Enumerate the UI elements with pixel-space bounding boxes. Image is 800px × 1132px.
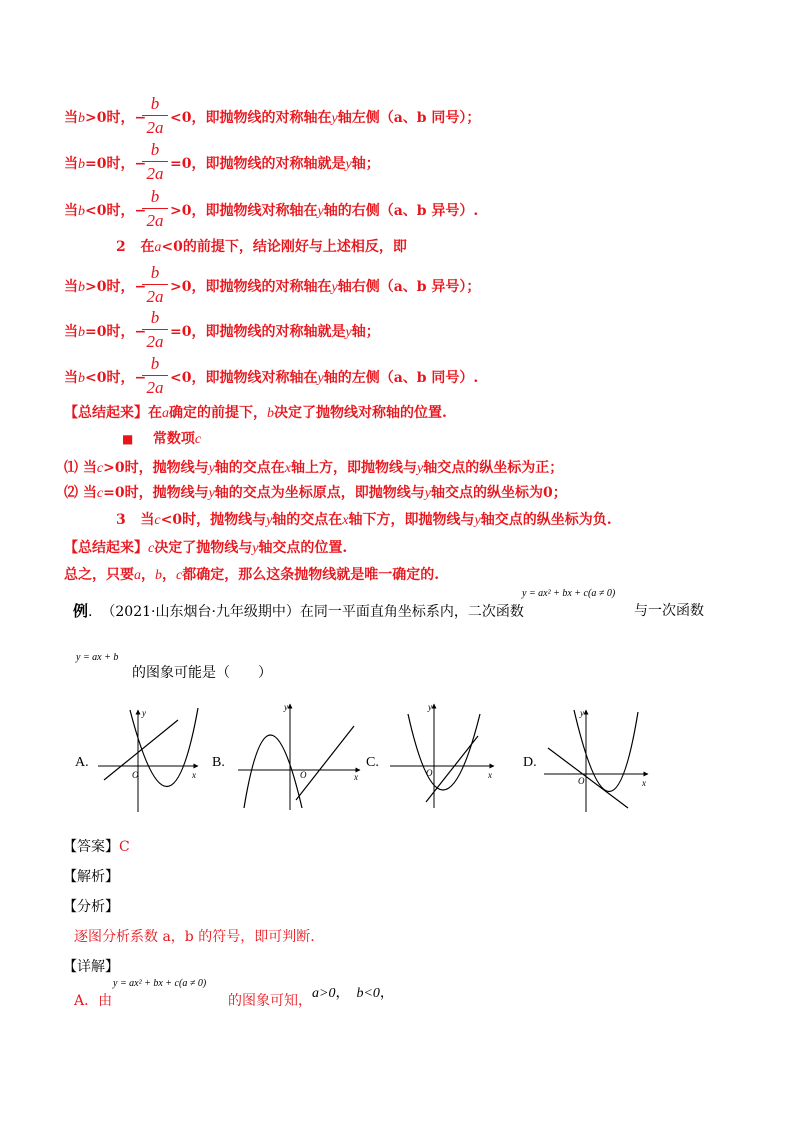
detail-tag: 【详解】 (63, 959, 119, 975)
fraction-b-over-2a: b 2a (142, 140, 168, 184)
example-source: 例. （2021·山东烟台·九年级期中）在同一平面直角坐标系内，二次函数 (73, 602, 524, 620)
detail-a-label: A．由 (74, 993, 113, 1009)
detail-a-result: a>0， b<0， (312, 986, 394, 1001)
point-2-heading: 2 在a<0的前提下，结论刚好与上述相反，即 (116, 239, 407, 255)
option-b-label[interactable]: B. (212, 755, 225, 770)
text: 即抛物线的对称轴在 (205, 110, 332, 126)
text: <0， (170, 110, 206, 126)
fraction-b-over-2a: b 2a (142, 308, 168, 352)
linear-formula: y = ax + b (76, 652, 119, 663)
text: 轴左侧（a、b 同号）； (337, 110, 481, 126)
y-label: y (580, 708, 584, 718)
detail-a-formula: y = ax² + bx + c(a ≠ 0) (113, 978, 207, 989)
answer: 【答案】C (63, 839, 130, 855)
c-item-1: ⑴ 当c>0时，抛物线与y轴的交点在x轴上方，即抛物线与y轴交点的纵坐标为正； (64, 460, 564, 476)
option-c-label[interactable]: C. (366, 755, 379, 770)
line (104, 720, 178, 780)
parabola (130, 708, 198, 787)
x-label: x (354, 772, 358, 782)
fraction-b-over-2a: b 2a (142, 94, 168, 138)
c-item-2: ⑵ 当c=0时，抛物线与y轴的交点为坐标原点，即抛物线与y轴交点的纵坐标为0； (64, 485, 567, 501)
analysis-tag: 【解析】 (63, 869, 119, 885)
option-d-graph[interactable] (540, 706, 652, 814)
text: 当 (64, 110, 78, 126)
c-item-3: 3 当c<0时，抛物线与y轴的交点在x轴下方，即抛物线与y轴交点的纵坐标为负. (116, 512, 612, 528)
var-b: b (78, 111, 85, 126)
example-question: 的图象可能是（ ） (132, 665, 272, 681)
fenxi-tag: 【分析】 (63, 899, 119, 915)
origin-label: O (578, 776, 585, 786)
fraction-b-over-2a: b 2a (142, 354, 168, 398)
detail-a-text: 的图象可知， (228, 993, 312, 1009)
fenxi-text: 逐图分析系数 a，b 的符号，即可判断. (74, 929, 315, 945)
option-a-graph[interactable] (92, 704, 204, 816)
x-label: x (642, 778, 646, 788)
parabola (244, 735, 302, 808)
text: >0时， (85, 110, 135, 126)
example-mid: 与一次函数 (634, 603, 704, 619)
x-label: x (488, 770, 492, 780)
conclusion: 总之，只要a，b，c都确定，那么这条抛物线就是唯一确定的. (64, 567, 440, 583)
quadratic-formula: y = ax² + bx + c(a ≠ 0) (522, 588, 616, 599)
fraction-b-over-2a: b 2a (142, 187, 168, 231)
y-label: y (284, 702, 288, 712)
square-bullet-icon: ■ (122, 432, 134, 446)
line (548, 748, 628, 808)
constant-term-heading: ■ 常数项c (122, 431, 202, 447)
origin-label: O (426, 768, 433, 778)
y-label: y (142, 708, 146, 718)
summary-intercept: 【总结起来】c决定了抛物线与y轴交点的位置. (64, 540, 348, 556)
minus-sign: − (134, 110, 147, 126)
y-label: y (428, 702, 432, 712)
x-label: x (192, 770, 196, 780)
origin-label: O (132, 770, 139, 780)
option-c-graph[interactable] (386, 700, 498, 810)
origin-label: O (300, 770, 307, 780)
option-b-graph[interactable] (230, 700, 362, 812)
option-a-label[interactable]: A. (75, 755, 89, 770)
var-y: y (331, 111, 338, 126)
option-d-label[interactable]: D. (523, 755, 537, 770)
fraction-b-over-2a: b 2a (142, 263, 168, 307)
summary-axis: 【总结起来】在a确定的前提下，b决定了抛物线对称轴的位置. (64, 405, 447, 421)
line (296, 726, 354, 800)
